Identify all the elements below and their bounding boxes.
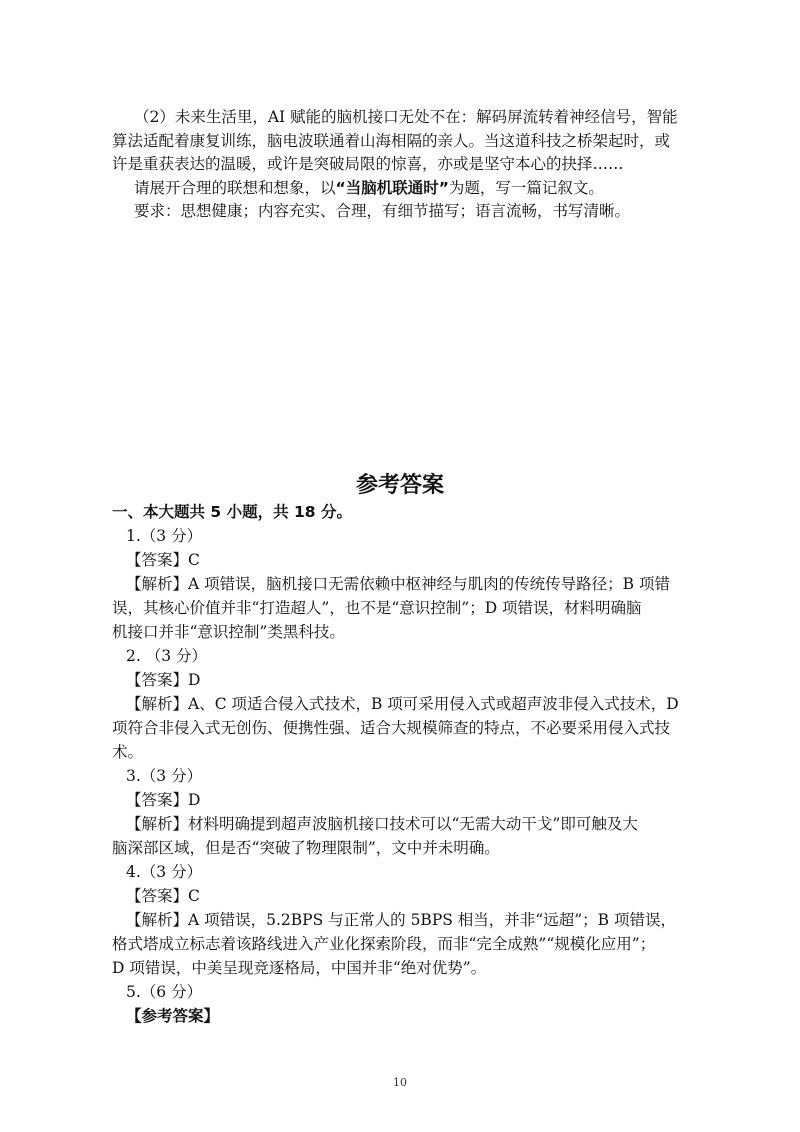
prompt-requirements: 要求：思想健康；内容充实、合理，有细节描写；语言流畅，书写清晰。 [134,202,631,220]
analysis-line: 机接口并非“意识控制”类黑科技。 [112,623,345,641]
analysis-line: 术。 [112,743,144,761]
analysis-line: 格式塔成立标志着该路线进入产业化探索阶段，而非“完全成熟”“规模化应用”； [112,935,656,953]
analysis-line: 【解析】A、C 项适合侵入式技术，B 项可采用侵入式或超声波非侵入式技术，D [126,695,679,713]
question-number: 5.（6 分） [126,983,203,1001]
analysis-line: 【解析】A 项错误，5.2BPS 与正常人的 5BPS 相当，并非“远超”；B 项错误， [126,911,676,929]
prompt-instruction-suffix: 为题，写一篇记叙文。 [448,178,604,197]
analysis-line: 【解析】材料明确提到超声波脑机接口技术可以“无需大动干戈”即可触及大 [126,815,638,833]
analysis-line: 项符合非侵入式无创伤、便携性强、适合大规模筛查的特点，不必要采用侵入式技 [112,719,671,737]
analysis-line: D 项错误，中美呈现竞逐格局，中国并非“绝对优势”。 [112,959,487,977]
answer-list [112,500,702,1028]
prompt-instruction-prefix: 请展开合理的联想和想象，以 [134,178,336,197]
prompt-line: （2）未来生活里，AI 赋能的脑机接口无处不在：解码屏流转着神经信号，智能 [134,108,678,126]
essay-title: “当脑机联通时” [335,178,449,197]
analysis-line: 【解析】A 项错误，脑机接口无需依赖中枢神经与肌肉的传统传导路径；B 项错 [126,575,670,593]
question-number: 1.（3 分） [126,527,203,545]
answer-line: 【答案】C [126,887,200,905]
prompt-instruction [112,177,692,201]
writing-prompt [112,106,692,224]
answer-line: 【答案】D [126,671,201,689]
reference-answer-label: 【参考答案】 [126,1007,220,1025]
analysis-line: 误，其核心价值并非“打造超人”，也不是“意识控制”；D 项错误，材料明确脑 [112,599,642,617]
analysis-line: 脑深部区域，但是否“突破了物理限制”，文中并未明确。 [112,839,500,857]
page-number: 10 [393,1076,407,1089]
question-number: 3.（3 分） [126,767,203,785]
question-number: 2. （3 分） [126,647,208,665]
answer-line: 【答案】C [126,551,200,569]
section-heading: 一、本大题共 5 小题，共 18 分。 [112,503,352,521]
answer-section-title: 参考答案 [355,473,444,498]
answer-line: 【答案】D [126,791,201,809]
question-number: 4.（3 分） [126,863,203,881]
prompt-line: 许是重获表达的温暖，或许是突破局限的惊喜，亦或是坚守本心的抉择…… [112,155,624,173]
prompt-line: 算法适配着康复训练，脑电波联通着山海相隔的亲人。当这道科技之桥架起时，或 [112,131,671,150]
